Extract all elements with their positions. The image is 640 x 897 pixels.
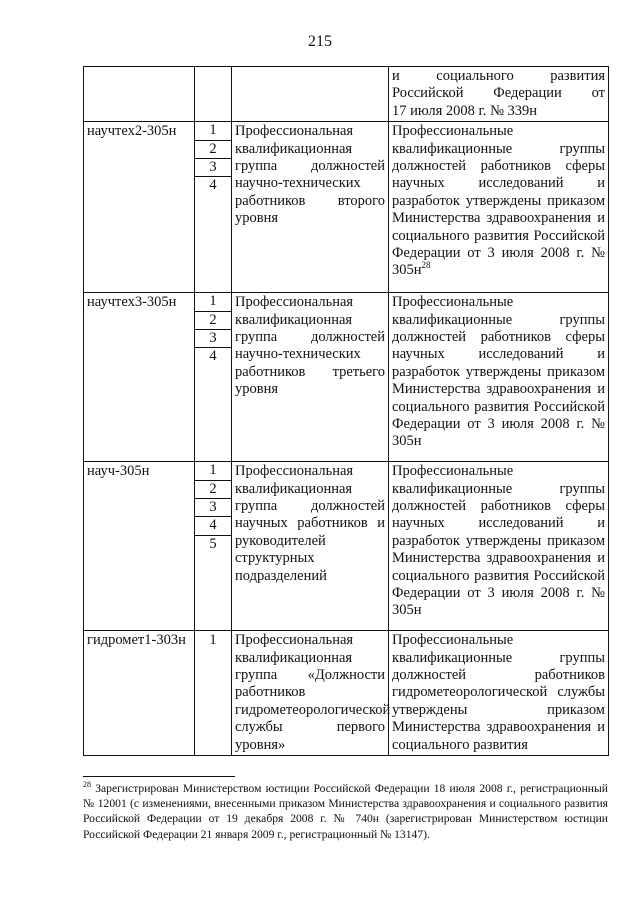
document-cell [389, 293, 609, 462]
sub-number: 5 [209, 535, 217, 552]
doc-text: Профессиональные квалификационные группы должностей работников сферы научных исследований и разработок утверждены приказом Министерства здравоохранения и социального развития Российской Федерации от 3 июля 2008 г. № 305н [392, 294, 605, 450]
sub-number: 3 [195, 499, 231, 517]
footnote-text: Зарегистрирован Министерством юстиции Российской Федерации 18 июля 2008 г., регистрационный № 12001 (с изменениями, внесенными приказом Министерства здравоохранения и социального развития Российской Федерации от 19 декабря 2008 г. № 740н (зарегистрирован Министерством юстиции Российской Федерации 21 января 2009 г., регистрационный № 13147). [83, 782, 608, 841]
code-cell: науч-305н [84, 462, 195, 631]
number-cell [195, 67, 232, 122]
number-cell [195, 462, 232, 631]
classification-table [83, 66, 609, 756]
sub-number: 3 [195, 330, 231, 348]
group-cell [232, 67, 389, 122]
footnote [83, 781, 608, 842]
footnote-separator [83, 776, 235, 777]
table-row [84, 631, 609, 756]
sub-number: 4 [209, 348, 217, 365]
doc-line: и социального развития [392, 68, 605, 84]
table-row [84, 122, 609, 293]
group-cell: Профессиональная квалификационная группа должностей научно-технических работников третьего уровня [232, 293, 389, 462]
number-cell [195, 631, 232, 756]
table-row [84, 462, 609, 631]
doc-text: Профессиональные квалификационные группы должностей работников гидрометеорологической службы утверждены приказом Министерства здравоохранения и социального развития [392, 632, 605, 753]
number-cell [195, 293, 232, 462]
doc-line: Российской Федерации от [392, 85, 605, 102]
doc-text: Профессиональные квалификационные группы должностей работников сферы научных исследований и разработок утверждены приказом Министерства здравоохранения и социального развития Российской Федерации от 3 июля 2008 г. № 305н [392, 463, 605, 619]
table-row [84, 293, 609, 462]
group-cell: Профессиональная квалификационная группа должностей научных работников и руководителей структурных подразделений [232, 462, 389, 631]
table-row [84, 67, 609, 122]
sub-number: 1 [195, 462, 231, 480]
number-cell [195, 122, 232, 293]
document-cell [389, 462, 609, 631]
code-cell: научтех3-305н [84, 293, 195, 462]
document-cell [389, 67, 609, 122]
sub-number: 2 [195, 141, 231, 159]
page-number: 215 [308, 33, 332, 50]
sub-number: 2 [195, 312, 231, 330]
doc-text: Профессиональные квалификационные группы должностей работников сферы научных исследований и разработок утверждены приказом Министерства здравоохранения и социального развития Российской Федерации от 3 июля 2008 г. № 305н [392, 123, 605, 279]
sub-number: 4 [195, 517, 231, 535]
sub-number: 1 [195, 122, 231, 140]
code-cell [84, 67, 195, 122]
group-cell: Профессиональная квалификационная группа должностей научно-технических работников второго уровня [232, 122, 389, 293]
sub-number: 4 [209, 177, 217, 194]
document-cell [389, 122, 609, 293]
sub-number: 2 [195, 481, 231, 499]
footnote-marker: 28 [83, 780, 91, 790]
group-cell: Профессиональная квалификационная группа «Должности работников гидрометеорологической службы первого уровня» [232, 631, 389, 756]
sub-number: 1 [195, 293, 231, 311]
code-cell: гидромет1-303н [84, 631, 195, 756]
code-cell: научтех2-305н [84, 122, 195, 293]
doc-line: 17 июля 2008 г. № 339н [392, 102, 538, 119]
footnote-ref: 28 [421, 260, 431, 271]
sub-number: 1 [209, 632, 217, 649]
sub-number: 3 [195, 159, 231, 177]
document-cell [389, 631, 609, 756]
